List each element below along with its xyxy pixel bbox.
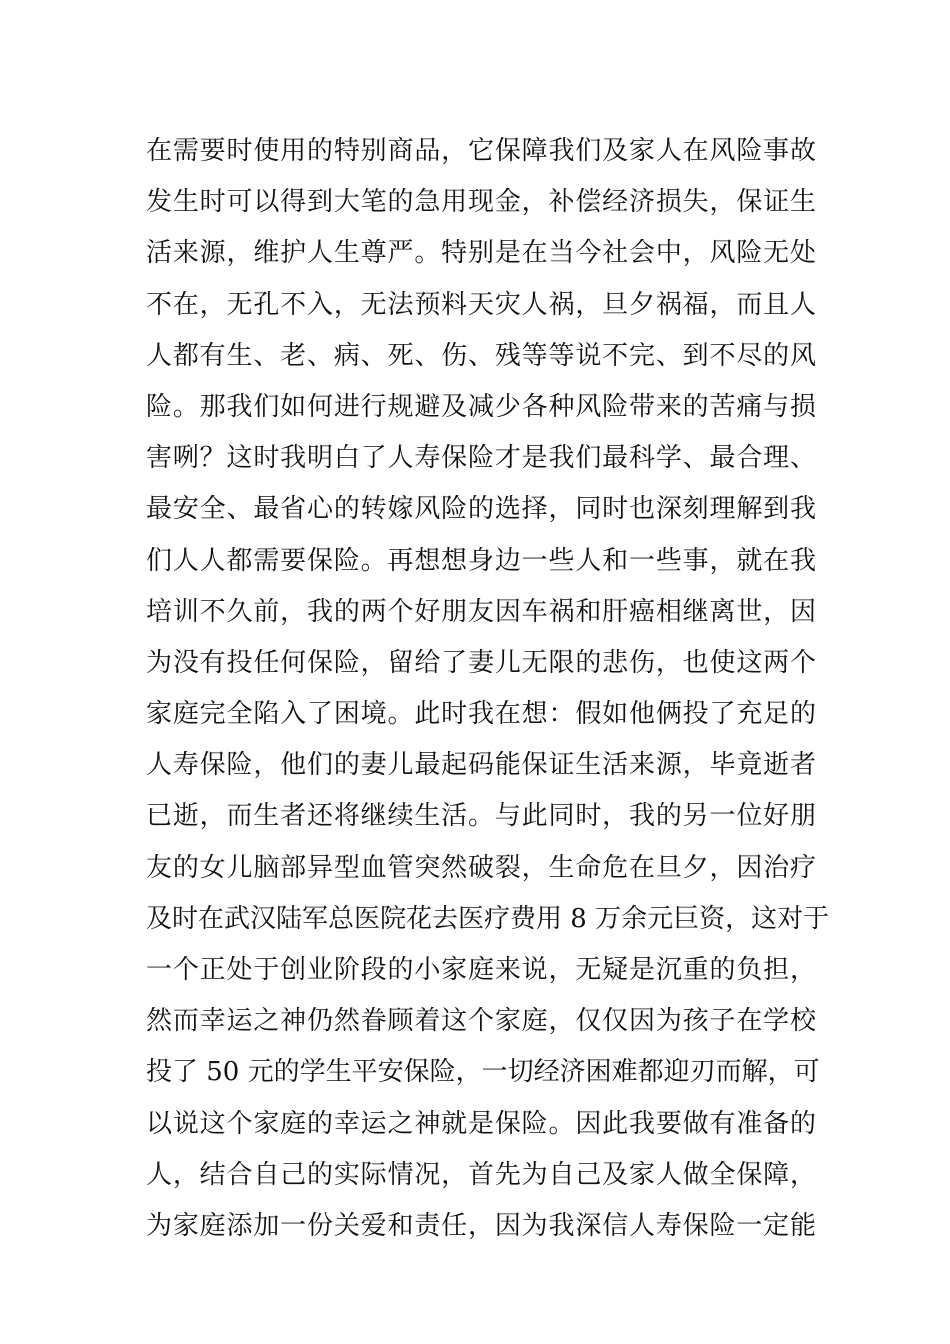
text-line: 一个正处于创业阶段的小家庭来说，无疑是沉重的负担， — [146, 955, 816, 985]
text-line: 人寿保险，他们的妻儿最起码能保证生活来源，毕竟逝者 — [146, 750, 816, 781]
text-line: 不在，无孔不入，无法预料天灾人祸，旦夕祸福，而且人 — [146, 289, 816, 320]
text-line: 以说这个家庭的幸运之神就是保险。因此我要做有准备的 — [146, 1108, 816, 1139]
text-line: 为家庭添加一份关爱和责任，因为我深信人寿保险一定能 — [146, 1210, 816, 1241]
text-line: 险。那我们如何进行规避及减少各种风险带来的苦痛与损 — [146, 391, 816, 422]
text-line: 们人人都需要保险。再想想身边一些人和一些事，就在我 — [146, 545, 816, 576]
text-line: 最安全、最省心的转嫁风险的选择，同时也深刻理解到我 — [146, 494, 816, 525]
text-line: 友的女儿脑部异型血管突然破裂，生命危在旦夕，因治疗 — [146, 852, 816, 883]
text-line: 在需要时使用的特别商品，它保障我们及家人在风险事故 — [146, 136, 816, 166]
body-paragraph — [146, 126, 830, 1252]
text-line: 已逝，而生者还将继续生活。与此同时，我的另一位好朋 — [146, 801, 816, 832]
text-line: 投了 50 元的学生平安保险，一切经济困难都迎刃而解，可 — [146, 1057, 820, 1088]
text-line: 家庭完全陷入了困境。此时我在想：假如他俩投了充足的 — [146, 699, 816, 730]
text-line: 活来源，维护人生尊严。特别是在当今社会中，风险无处 — [146, 238, 816, 269]
text-line: 人都有生、老、病、死、伤、残等等说不完、到不尽的风 — [146, 340, 816, 371]
text-line: 培训不久前，我的两个好朋友因车祸和肝癌相继离世，因 — [146, 596, 816, 627]
text-line: 害咧？这时我明白了人寿保险才是我们最科学、最合理、 — [146, 443, 816, 474]
text-line: 发生时可以得到大笔的急用现金，补偿经济损失，保证生 — [146, 187, 816, 218]
text-line: 然而幸运之神仍然眷顾着这个家庭，仅仅因为孩子在学校 — [146, 1006, 816, 1037]
text-line: 人，结合自己的实际情况，首先为自己及家人做全保障， — [146, 1159, 816, 1190]
text-line: 及时在武汉陆军总医院花去医疗费用 8 万余元巨资，这对于 — [146, 903, 830, 934]
text-line: 为没有投任何保险，留给了妻儿无限的悲伤，也使这两个 — [146, 647, 816, 678]
